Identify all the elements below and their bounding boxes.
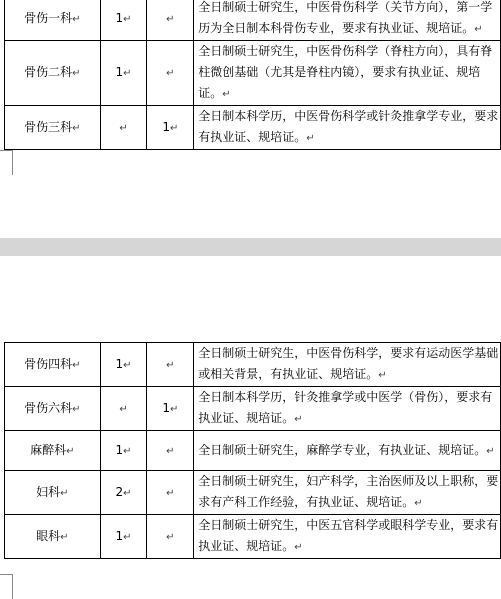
paragraph-mark-icon: ↵ xyxy=(166,531,175,543)
count-cell[interactable] xyxy=(147,106,194,150)
table-row xyxy=(5,343,501,387)
table-row xyxy=(5,41,501,106)
count-cell-text: 1 xyxy=(115,65,124,79)
dept-cell[interactable] xyxy=(5,41,101,106)
requirement-cell-text: 全日制本科学历，中医骨伤科学或针灸推拿学专业，要求有执业证、规培证。 xyxy=(198,109,499,144)
dept-cell[interactable] xyxy=(5,431,101,471)
count-cell[interactable] xyxy=(100,387,147,431)
requirement-cell-text: 全日制本科学历，针灸推拿学或中医学（骨伤），要求有执业证、规培证。 xyxy=(198,390,493,425)
paragraph-mark-icon: ↵ xyxy=(72,13,81,25)
dept-cell[interactable] xyxy=(5,106,101,150)
paragraph-mark-icon: ↵ xyxy=(119,403,128,415)
paragraph-mark-icon: ↵ xyxy=(123,68,132,79)
paragraph-mark-icon: ↵ xyxy=(123,359,132,371)
count-cell[interactable] xyxy=(147,387,194,431)
paragraph-mark-icon: ↵ xyxy=(72,403,81,415)
paragraph-mark-icon: ↵ xyxy=(123,13,132,25)
requirement-cell[interactable] xyxy=(194,515,501,559)
count-cell[interactable] xyxy=(147,41,194,106)
dept-cell-text: 骨伤六科 xyxy=(24,400,73,415)
count-cell[interactable] xyxy=(147,0,194,41)
paragraph-mark-icon: ↵ xyxy=(222,89,231,100)
dept-cell-text: 骨伤四科 xyxy=(24,356,73,371)
count-cell[interactable] xyxy=(100,471,147,515)
requirement-cell-text: 全日制硕士研究生，中医骨伤科学（脊柱方向），具有脊柱微创基础（尤其是脊柱内镜），要求有执业证、规培证。 xyxy=(198,44,493,100)
paragraph-mark-icon: ↵ xyxy=(414,498,423,509)
count-cell[interactable] xyxy=(147,343,194,387)
count-cell[interactable] xyxy=(100,431,147,471)
requirement-cell-text: 全日制硕士研究生，麻醉学专业，有执业证、规培证。 xyxy=(198,442,487,457)
table-row xyxy=(5,431,501,471)
count-cell[interactable] xyxy=(100,515,147,559)
count-cell[interactable] xyxy=(100,343,147,387)
paragraph-mark-icon: ↵ xyxy=(166,487,175,499)
count-cell-text: 1 xyxy=(115,10,124,25)
count-cell[interactable] xyxy=(147,431,194,471)
requirement-cell-text: 全日制硕士研究生，中医五官科学或眼科学专业，要求有执业证、规培证。 xyxy=(198,518,499,553)
paragraph-mark-icon: ↵ xyxy=(72,122,81,134)
requirement-cell[interactable] xyxy=(194,41,501,106)
count-cell[interactable] xyxy=(100,0,147,41)
count-cell-text: 1 xyxy=(115,356,124,371)
dept-cell[interactable] xyxy=(5,387,101,431)
paragraph-mark-icon: ↵ xyxy=(123,487,132,499)
requirement-cell-text: 全日制硕士研究生，中医骨伤科学（关节方向），第一学历为全日制本科骨伤专业，要求有执业证、规培证。 xyxy=(198,0,493,35)
paragraph-mark-icon: ↵ xyxy=(60,531,69,543)
count-cell-text: 1 xyxy=(115,528,124,543)
paragraph-mark-icon: ↵ xyxy=(486,445,495,457)
document-page-2 xyxy=(0,256,501,553)
count-cell-text: 2 xyxy=(115,484,124,499)
recruitment-table-part-2 xyxy=(4,342,501,559)
table-row xyxy=(5,387,501,431)
paragraph-mark-icon: ↵ xyxy=(166,13,175,25)
count-cell[interactable] xyxy=(147,515,194,559)
requirement-cell[interactable] xyxy=(194,471,501,515)
requirement-cell[interactable] xyxy=(194,431,501,471)
requirement-cell-text: 全日制硕士研究生，妇产科学，主治医师及以上职称，要求有产科工作经验，有执业证、规培证。 xyxy=(198,474,499,509)
dept-cell-text: 眼科 xyxy=(36,528,61,543)
paragraph-mark-icon: ↵ xyxy=(166,359,175,371)
paragraph-mark-icon: ↵ xyxy=(294,542,303,553)
requirement-cell[interactable] xyxy=(194,0,501,41)
table-row xyxy=(5,106,501,150)
table-row xyxy=(5,515,501,559)
document-page-1 xyxy=(0,0,501,238)
dept-cell[interactable] xyxy=(5,343,101,387)
paragraph-mark-icon: ↵ xyxy=(72,68,81,79)
dept-cell-text: 骨伤一科 xyxy=(24,10,73,25)
paragraph-mark-icon: ↵ xyxy=(166,68,175,79)
paragraph-mark-icon: ↵ xyxy=(123,531,132,543)
requirement-cell[interactable] xyxy=(194,106,501,150)
table-row xyxy=(5,0,501,41)
paragraph-mark-icon: ↵ xyxy=(474,24,483,35)
paragraph-mark-icon: ↵ xyxy=(294,414,303,425)
table-row xyxy=(5,471,501,515)
dept-cell-text: 骨伤三科 xyxy=(24,119,73,134)
paragraph-mark-icon: ↵ xyxy=(166,445,175,457)
count-cell[interactable] xyxy=(147,471,194,515)
paragraph-mark-icon: ↵ xyxy=(72,359,81,371)
paragraph-mark-icon: ↵ xyxy=(60,487,69,499)
dept-cell[interactable] xyxy=(5,471,101,515)
paragraph-mark-icon: ↵ xyxy=(306,133,315,144)
page-corner-mark xyxy=(0,574,13,599)
count-cell[interactable] xyxy=(100,41,147,106)
paragraph-mark-icon: ↵ xyxy=(66,445,75,457)
count-cell[interactable] xyxy=(100,106,147,150)
paragraph-mark-icon: ↵ xyxy=(169,122,179,134)
requirement-cell[interactable] xyxy=(194,387,501,431)
requirement-cell-text: 全日制硕士研究生，中医骨伤科学，要求有运动医学基础或相关背景，有执业证、规培证。 xyxy=(198,346,499,381)
page-separator xyxy=(0,238,501,256)
dept-cell[interactable] xyxy=(5,515,101,559)
dept-cell-text: 麻醉科 xyxy=(30,442,67,457)
requirement-cell[interactable] xyxy=(194,343,501,387)
count-cell-text: 1 xyxy=(162,400,170,415)
recruitment-table-part-1 xyxy=(4,0,501,150)
dept-cell[interactable] xyxy=(5,0,101,41)
paragraph-mark-icon: ↵ xyxy=(378,370,387,381)
page-corner-mark xyxy=(0,150,13,175)
dept-cell-text: 妇科 xyxy=(36,484,61,499)
paragraph-mark-icon: ↵ xyxy=(123,445,132,457)
paragraph-mark-icon: ↵ xyxy=(119,122,128,134)
count-cell-text: 1 xyxy=(162,119,170,134)
count-cell-text: 1 xyxy=(115,442,124,457)
dept-cell-text: 骨伤二科 xyxy=(24,65,73,79)
paragraph-mark-icon: ↵ xyxy=(169,403,179,415)
